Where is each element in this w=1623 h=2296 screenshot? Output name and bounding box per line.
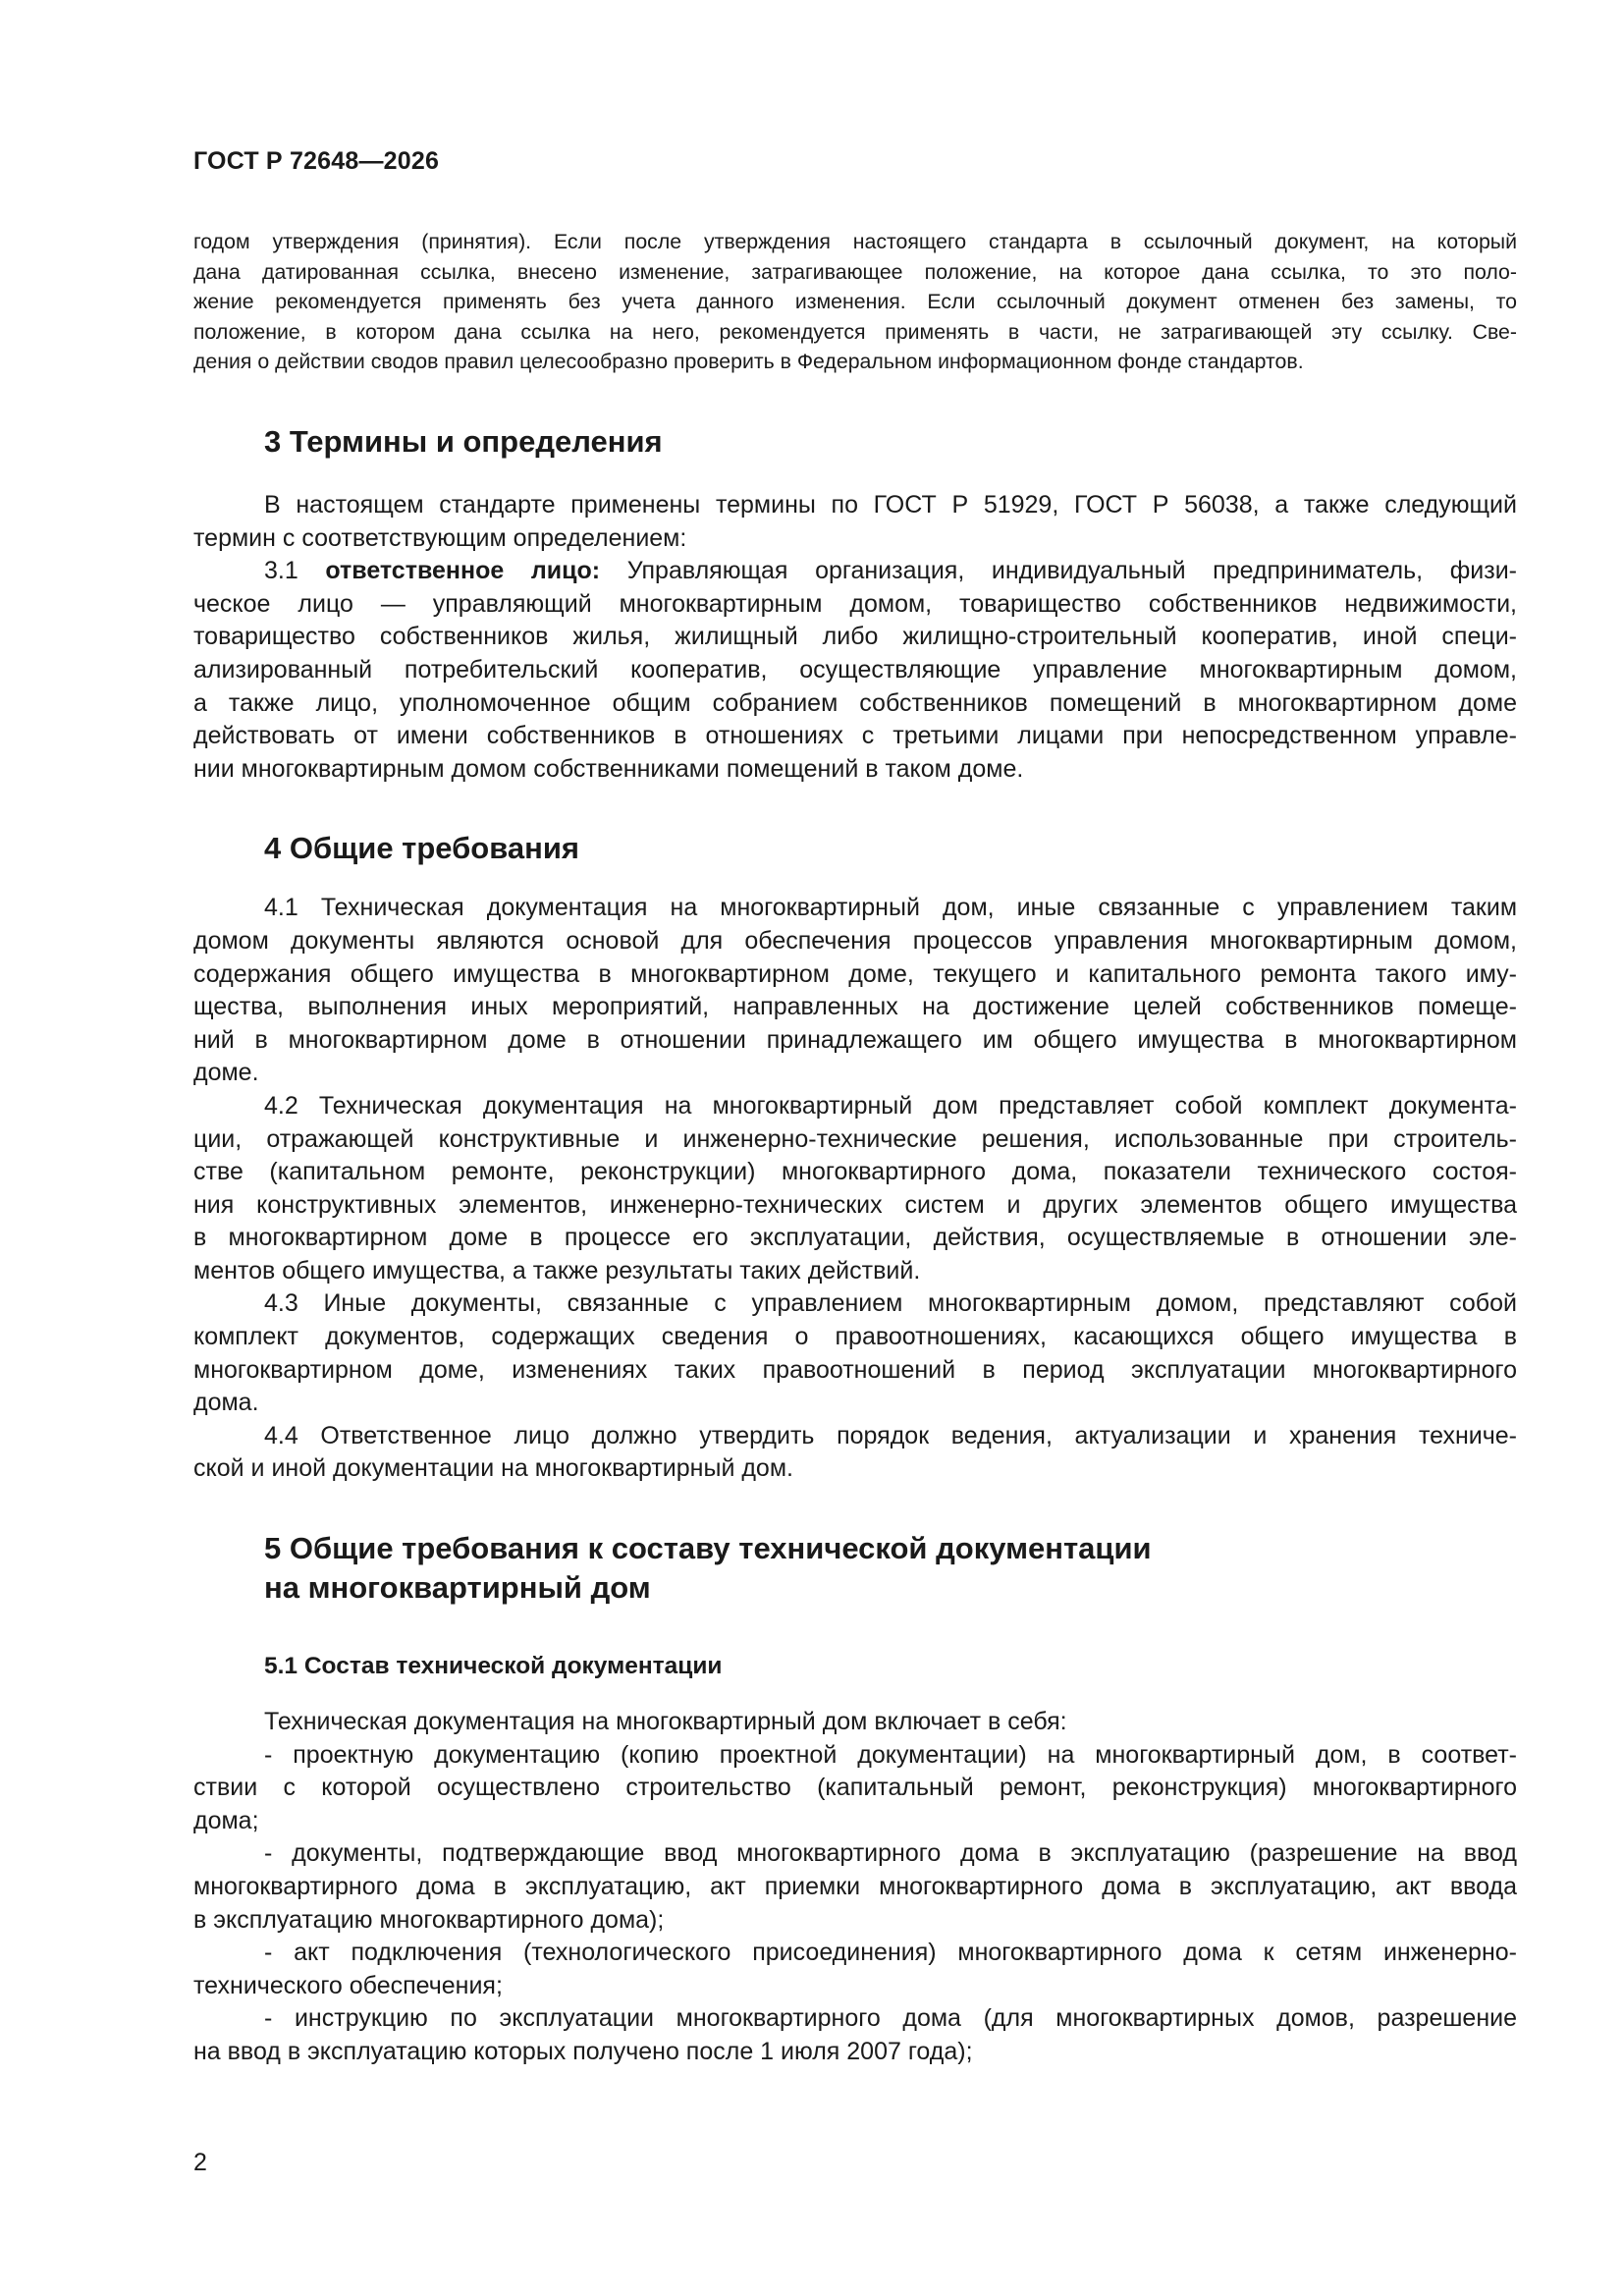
- term-definition: [193, 555, 1517, 786]
- text-line: 4.2 Техническая документация на многоквартирный дом представляет собой комплект документа-: [264, 1091, 1517, 1120]
- list-item: [193, 1937, 1517, 2002]
- text-line: ментов общего имущества, а также результаты таких действий.: [193, 1256, 921, 1285]
- text-line: [193, 555, 1517, 588]
- text-line: домом документы являются основой для обеспечения процессов управления многоквартирным домом,: [193, 926, 1517, 955]
- text-line: многоквартирного дома в эксплуатацию, акт приемки многоквартирного дома в эксплуатацию, акт ввода: [193, 1873, 1517, 1900]
- section-5-title-line: на многоквартирный дом: [264, 1570, 651, 1606]
- text-line: на ввод в эксплуатацию которых получено после 1 июля 2007 года);: [193, 2037, 973, 2065]
- text-line: дома;: [193, 1806, 259, 1834]
- text-line: ческое лицо — управляющий многоквартирным домом, товарищество собственников недвижимости,: [193, 589, 1517, 618]
- intro-line: жение рекомендуется применять без учета данного изменения. Если ссылочный документ отменен без замены, то: [193, 290, 1517, 313]
- section-3-title: 3 Термины и определения: [264, 424, 663, 459]
- intro-line: дана датированная ссылка, внесено изменение, затрагивающее положение, на которое дана ссылка, то это поло-: [193, 259, 1517, 284]
- list-item: [193, 1739, 1517, 1838]
- text-line: доме.: [193, 1059, 259, 1087]
- text-line: ализированный потребительский кооператив, осуществляющие управление многоквартирным домом,: [193, 655, 1517, 683]
- text-line: 4.4 Ответственное лицо должно утвердить порядок ведения, актуализации и хранения техниче-: [264, 1421, 1517, 1449]
- text-line: 4.3 Иные документы, связанные с управлением многоквартирным домом, представляют собой: [264, 1289, 1517, 1318]
- text-line: В настоящем стандарте применены термины по ГОСТ Р 51929, ГОСТ Р 56038, а также следующий: [264, 491, 1517, 519]
- section-5-title: [264, 1529, 1517, 1608]
- text-line: а также лицо, уполномоченное общим собранием собственников помещений в многоквартирном доме: [193, 688, 1517, 717]
- section-3-intro: [193, 489, 1517, 555]
- page-number: 2: [193, 2149, 207, 2176]
- text-line: - инструкцию по эксплуатации многоквартирного дома (для многоквартирных домов, разрешение: [264, 2004, 1517, 2033]
- list-item: [193, 2002, 1517, 2068]
- main-content: [193, 422, 1517, 2069]
- paragraph-4-4: [193, 1420, 1517, 1486]
- section-5-intro: [193, 1706, 1517, 1739]
- text-line: ний в многоквартирном доме в отношении принадлежащего им общего имущества в многоквартирном: [193, 1025, 1517, 1054]
- paragraph-4-2: [193, 1090, 1517, 1288]
- text-line: Техническая документация на многоквартирный дом включает в себя:: [264, 1708, 1067, 1736]
- text-line: комплект документов, содержащих сведения о правоотношениях, касающихся общего имущества в: [193, 1323, 1517, 1351]
- term-number: 3.1: [264, 557, 326, 585]
- intro-line: положение, в котором дана ссылка на него, рекомендуется применять в части, не затрагивающей эту ссылку. Све-: [193, 319, 1517, 344]
- section-5-title-line: 5 Общие требования к составу технической документации: [264, 1531, 1152, 1566]
- text-line: стве (капитальном ремонте, реконструкции) многоквартирного дома, показатели технического состоя-: [193, 1158, 1517, 1186]
- text-line: в многоквартирном доме в процессе его эксплуатации, действия, осуществляемые в отношении эле-: [193, 1224, 1517, 1252]
- paragraph-4-1: [193, 892, 1517, 1090]
- text-line: - проектную документацию (копию проектной документации) на многоквартирный дом, в соответ-: [264, 1740, 1517, 1769]
- text-line: содержания общего имущества в многоквартирном доме, текущего и капитального ремонта такого иму-: [193, 959, 1517, 988]
- text-line: - документы, подтверждающие ввод многоквартирного дома в эксплуатацию (разрешение на ввод: [264, 1839, 1517, 1868]
- section-4-title: 4 Общие требования: [264, 831, 579, 866]
- term-name: ответственное лицо:: [325, 557, 601, 585]
- subsection-5-1-title: 5.1 Состав технической документации: [264, 1653, 723, 1680]
- text-line: термин с соответствующим определением:: [193, 523, 687, 552]
- text-line: многоквартирном доме, изменениях таких правоотношений в период эксплуатации многоквартирного: [193, 1355, 1517, 1384]
- text-line: ции, отражающей конструктивные и инженерно-технические решения, использованные при строитель-: [193, 1124, 1517, 1153]
- intro-line: годом утверждения (принятия). Если после утверждения настоящего стандарта в ссылочный документ, на который: [193, 230, 1517, 253]
- list-item: [193, 1837, 1517, 1937]
- term-text: Управляющая организация, индивидуальный предприниматель, физи-: [600, 557, 1517, 585]
- text-line: товарищество собственников жилья, жилищный либо жилищно-строительный кооператив, иной специ-: [193, 623, 1517, 651]
- text-line: щества, выполнения иных мероприятий, направленных на достижение целей собственников помеще-: [193, 993, 1517, 1021]
- paragraph-4-3: [193, 1287, 1517, 1419]
- text-line: ния конструктивных элементов, инженерно-технических систем и других элементов общего имущества: [193, 1190, 1517, 1219]
- text-line: технического обеспечения;: [193, 1971, 503, 1999]
- document-code-header: ГОСТ Р 72648—2026: [193, 147, 440, 175]
- text-line: дома.: [193, 1389, 259, 1417]
- intro-line: дения о действии сводов правил целесообразно проверить в Федеральном информационном фонде стандартов.: [193, 350, 1304, 373]
- text-line: действовать от имени собственников в отношениях с третьими лицами при непосредственном управле-: [193, 722, 1517, 750]
- text-line: 4.1 Техническая документация на многоквартирный дом, иные связанные с управлением таким: [264, 894, 1517, 922]
- text-line: ской и иной документации на многоквартирный дом.: [193, 1454, 793, 1483]
- text-line: нии многоквартирным домом собственниками помещений в таком доме.: [193, 754, 1024, 783]
- text-line: ствии с которой осуществлено строительство (капитальный ремонт, реконструкция) многоквартирного: [193, 1774, 1517, 1802]
- text-line: - акт подключения (технологического присоединения) многоквартирного дома к сетям инженерно-: [264, 1939, 1517, 1967]
- text-line: в эксплуатацию многоквартирного дома);: [193, 1905, 665, 1934]
- intro-paragraph: [193, 227, 1517, 377]
